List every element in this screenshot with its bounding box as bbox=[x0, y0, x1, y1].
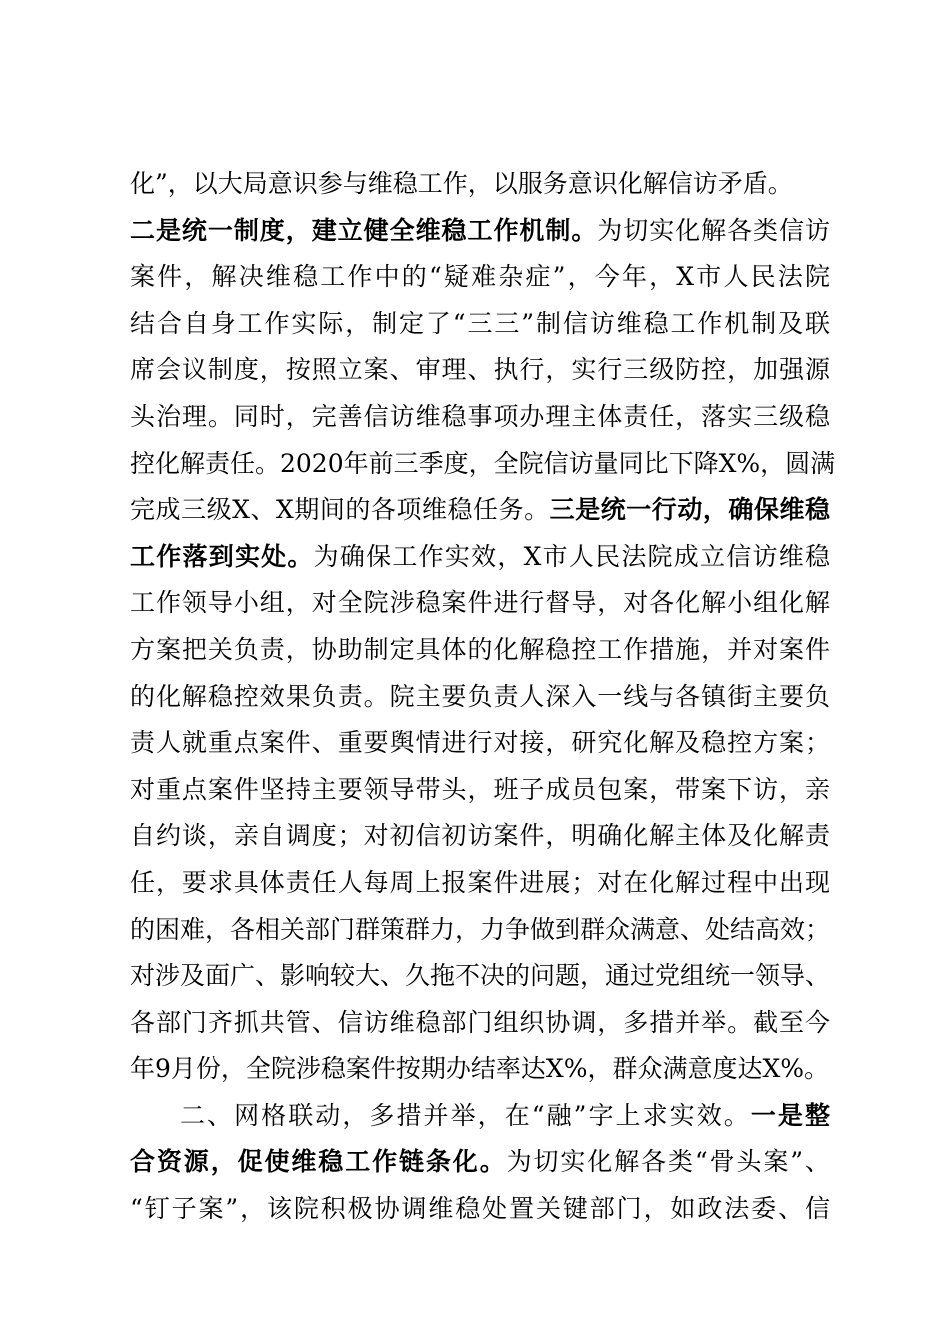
text-line-2 bbox=[130, 208, 830, 255]
bold-heading-run: 一是整 bbox=[750, 1100, 830, 1130]
document-page bbox=[130, 161, 836, 1233]
section-heading-line bbox=[130, 1093, 830, 1140]
text-line-6 bbox=[130, 394, 830, 441]
text-line-23 bbox=[130, 1186, 830, 1233]
text-line-8 bbox=[130, 487, 830, 534]
text-line-16 bbox=[130, 860, 830, 907]
text-run: 工作领导小组，对全院涉稳案件进行督导，对各化解小组化解 bbox=[130, 588, 830, 618]
bold-heading-run: 二是统一制度，建立健全维稳工作机制。 bbox=[130, 215, 598, 245]
text-line-12 bbox=[130, 674, 830, 721]
text-line-19 bbox=[130, 1000, 830, 1047]
text-run: 化”，以大局意识参与维稳工作，以服务意识化解信访矛盾。 bbox=[130, 169, 793, 198]
bold-heading-run: 合资源，促使维稳工作链条化。 bbox=[130, 1147, 507, 1177]
text-run: 方案把关负责，协助制定具体的化解稳控工作措施，并对案件 bbox=[130, 634, 830, 664]
text-line-9 bbox=[130, 534, 830, 581]
text-run: 为切实化解各类“骨头案”、 bbox=[506, 1147, 830, 1177]
bold-heading-run: 三是统一行动，确保维稳 bbox=[549, 495, 830, 525]
text-run: 为确保工作实效，X市人民法院成立信访维稳 bbox=[313, 541, 830, 571]
text-run: 案件，解决维稳工作中的“疑难杂症”，今年，X市人民法院 bbox=[130, 262, 830, 292]
text-line-10 bbox=[130, 580, 830, 627]
text-line-3 bbox=[130, 254, 830, 301]
text-run: 年9月份，全院涉稳案件按期办结率达X%，群众满意度达X%。 bbox=[130, 1054, 830, 1084]
text-run: 各部门齐抓共管、信访维稳部门组织协调，多措并举。截至今 bbox=[130, 1007, 830, 1037]
text-run: 完成三级X、X期间的各项维稳任务。 bbox=[130, 495, 550, 525]
text-line-20 bbox=[130, 1046, 830, 1093]
text-run: 结合自身工作实际，制定了“三三”制信访维稳工作机制及联 bbox=[130, 308, 830, 338]
text-run: 席会议制度，按照立案、审理、执行，实行三级防控，加强源 bbox=[130, 355, 830, 385]
text-line-1 bbox=[130, 161, 830, 208]
text-line-17 bbox=[130, 907, 830, 954]
text-run: 为切实化解各类信访 bbox=[597, 215, 830, 245]
text-line-11 bbox=[130, 627, 830, 674]
text-run: 对涉及面广、影响较大、久拖不决的问题，通过党组统一领导、 bbox=[130, 961, 831, 991]
text-line-14 bbox=[130, 767, 830, 814]
text-line-18 bbox=[130, 953, 830, 1000]
text-line-7 bbox=[130, 441, 836, 488]
text-run: 任，要求具体责任人每周上报案件进展；对在化解过程中出现 bbox=[130, 867, 830, 897]
text-line-22 bbox=[130, 1139, 830, 1186]
text-run: 对重点案件坚持主要领导带头，班子成员包案，带案下访，亲 bbox=[130, 774, 830, 804]
text-line-5 bbox=[130, 347, 830, 394]
text-line-4 bbox=[130, 301, 830, 348]
text-run: 的困难，各相关部门群策群力，力争做到群众满意、处结高效； bbox=[130, 914, 831, 944]
text-run: 头治理。同时，完善信访维稳事项办理主体责任，落实三级稳 bbox=[130, 401, 830, 431]
text-line-15 bbox=[130, 813, 830, 860]
text-run: 自约谈，亲自调度；对初信初访案件，明确化解主体及化解责 bbox=[130, 821, 830, 851]
section-heading-run: 二、网格联动，多措并举，在“融”字上求实效。 bbox=[180, 1100, 751, 1130]
text-run: “钉子案”，该院积极协调维稳处置关键部门，如政法委、信 bbox=[130, 1194, 830, 1224]
text-run: 责人就重点案件、重要舆情进行对接，研究化解及稳控方案； bbox=[130, 728, 830, 758]
text-run: 控化解责任。2020年前三季度，全院信访量同比下降X%，圆满 bbox=[130, 448, 836, 478]
bold-heading-run: 工作落到实处。 bbox=[130, 541, 314, 571]
text-run: 的化解稳控效果负责。院主要负责人深入一线与各镇街主要负 bbox=[130, 681, 830, 711]
text-line-13 bbox=[130, 720, 830, 767]
